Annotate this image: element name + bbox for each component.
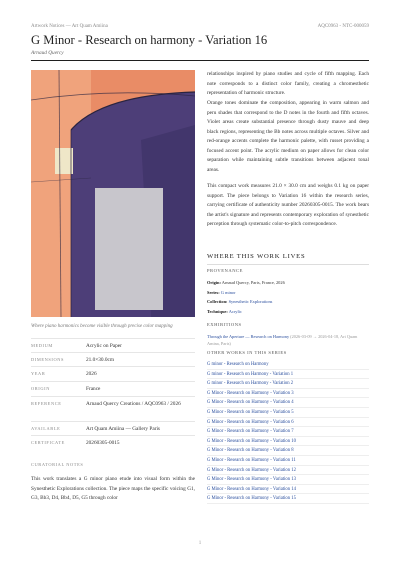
artwork-image [31,70,195,317]
other-works-list [207,360,369,504]
series-work-link[interactable]: G minor - Research on Harmony - Variation 2 [207,379,369,389]
metadata-row [31,381,195,396]
collection-link[interactable]: Synesthetic Explorations [228,299,273,304]
metadata-value: Acrylic on Paper [86,343,122,349]
metadata-value: 21.0×30.0cm [86,357,114,363]
metadata-value: France [86,386,101,392]
section-title: WHERE THIS WORK LIVES [207,253,306,260]
series-work-link[interactable]: G Minor - Research on Harmony - Variation 14 [207,485,369,495]
technique-key: Technique: [207,309,228,314]
metadata-value: 20260305-0015 [86,440,120,446]
exhibition-link[interactable]: Through the Aperture — Research on Harmony [207,334,290,339]
series-work-link[interactable]: G Minor - Research on Harmony - Variation 15 [207,494,369,504]
series-work-link[interactable]: G Minor - Research on Harmony - Variation 4 [207,398,369,408]
metadata-label: ORIGIN [31,386,50,391]
other-works-label: OTHER WORKS IN THIS SERIES [207,350,287,355]
provenance-collection [207,299,369,304]
page-header [31,24,369,29]
provenance-origin [207,280,369,285]
origin-value: Arnaud Quercy, Paris, France, 2026 [221,280,285,285]
series-work-link[interactable]: G Minor - Research on Harmony - Variation 12 [207,466,369,476]
metadata-row [31,421,195,435]
provenance-label: PROVENANCE [207,268,243,273]
header-divider [31,60,369,61]
page-title: G Minor - Research on harmony - Variation 16 [31,33,268,47]
series-work-link[interactable]: G Minor - Research on Harmony - Variation 6 [207,418,369,428]
series-work-link[interactable]: G Minor - Research on Harmony - Variation 13 [207,475,369,485]
origin-key: Origin: [207,280,221,285]
artwork-caption: Where piano harmonics become visible through precise color mapping [31,324,173,329]
metadata-row [31,366,195,381]
metadata-value: Arnaud Quercy Creations / AQC0963 / 2026 [86,401,181,407]
artist-name: Arnaud Quercy [31,50,64,56]
metadata-label: REFERENCE [31,401,62,406]
exhibition-details: (2026-03-09 → 2026-04-18, Art Quam Amina, Paris) [207,334,358,346]
description-paragraph-1: relationships inspired by piano studies and cycle of fifth mapping. Each note corresponds to a distinct color family, creating a chromesthetic representation of harmonic structure. [207,71,369,96]
metadata-row [31,435,195,449]
technique-link[interactable]: Acrylic [228,309,242,314]
metadata-label: YEAR [31,371,46,376]
metadata-label: AVAILABLE [31,426,61,431]
curatorial-text: This work translates a G minor piano etude into visual form within the Synesthetic Explorations collection. The piece maps the specific voicing G1, G3, Bb3, D4, Bb4, D5, G5 through color [31,476,195,501]
series-work-link[interactable]: G Minor - Research on Harmony - Variation 5 [207,408,369,418]
exhibition-entry [207,333,369,347]
collection-key: Collection: [207,299,228,304]
metadata-value: Art Quam Amiina — Gallery Paris [86,426,160,432]
exhibitions-label: EXHIBITIONS [207,322,242,327]
series-key: Series: [207,290,220,295]
series-work-link[interactable]: G Minor - Research on Harmony - Variation 8 [207,446,369,456]
series-work-link[interactable]: G minor - Research on Harmony - Variation 1 [207,370,369,380]
description-paragraph-2: Orange tones dominate the composition, appearing in warm salmon and peru shades that correspond to the D notes in the fourth and fifth octaves. Violet areas create substantial presence through dusty mauve and deep black regions, representing the Bb notes across multiple octaves. Silver and red-orange accents complete the harmonic palette, with russet providing a focused accent point. The acrylic medium on paper allows for clean color separation while maintaining subtle transitions between adjacent tonal areas. [207,100,369,173]
provenance-technique [207,309,369,314]
series-work-link[interactable]: G Minor - Research on Harmony - Variation 10 [207,437,369,447]
metadata-value: 2026 [86,371,97,377]
metadata-row [31,352,195,366]
metadata-label: DIMENSIONS [31,357,65,362]
series-link[interactable]: G minor [220,290,236,295]
provenance-series [207,290,369,295]
page-number: 1 [198,541,202,546]
breadcrumb: Artwork Notices — Art Quam Amiina [31,24,108,29]
description-paragraph-3: This compact work measures 21.0 × 30.0 cm and weighs 0.1 kg on paper support. The piece belongs to Variation 16 within the research series, carrying certificate of authenticity number 20260305-0015. The work bears the artist's signature and represents contemporary exploration of synesthetic perception through systematic color-to-pitch correspondence. [207,183,369,227]
series-work-link[interactable]: G Minor - Research on Harmony - Variation 11 [207,456,369,466]
series-work-link[interactable]: G Minor - Research on Harmony - Variation 7 [207,427,369,437]
metadata-row [31,338,195,352]
series-work-link[interactable]: G minor - Research on Harmony [207,360,369,370]
reference-code: AQC0963 - NTC-000059 [317,24,369,29]
metadata-label: CERTIFICATE [31,440,65,445]
series-work-link[interactable]: G Minor - Research on Harmony - Variation 3 [207,389,369,399]
curatorial-label: CURATORIAL NOTES [31,462,84,467]
metadata-row [31,396,195,421]
section-divider [207,264,369,265]
metadata-label: MEDIUM [31,343,53,348]
